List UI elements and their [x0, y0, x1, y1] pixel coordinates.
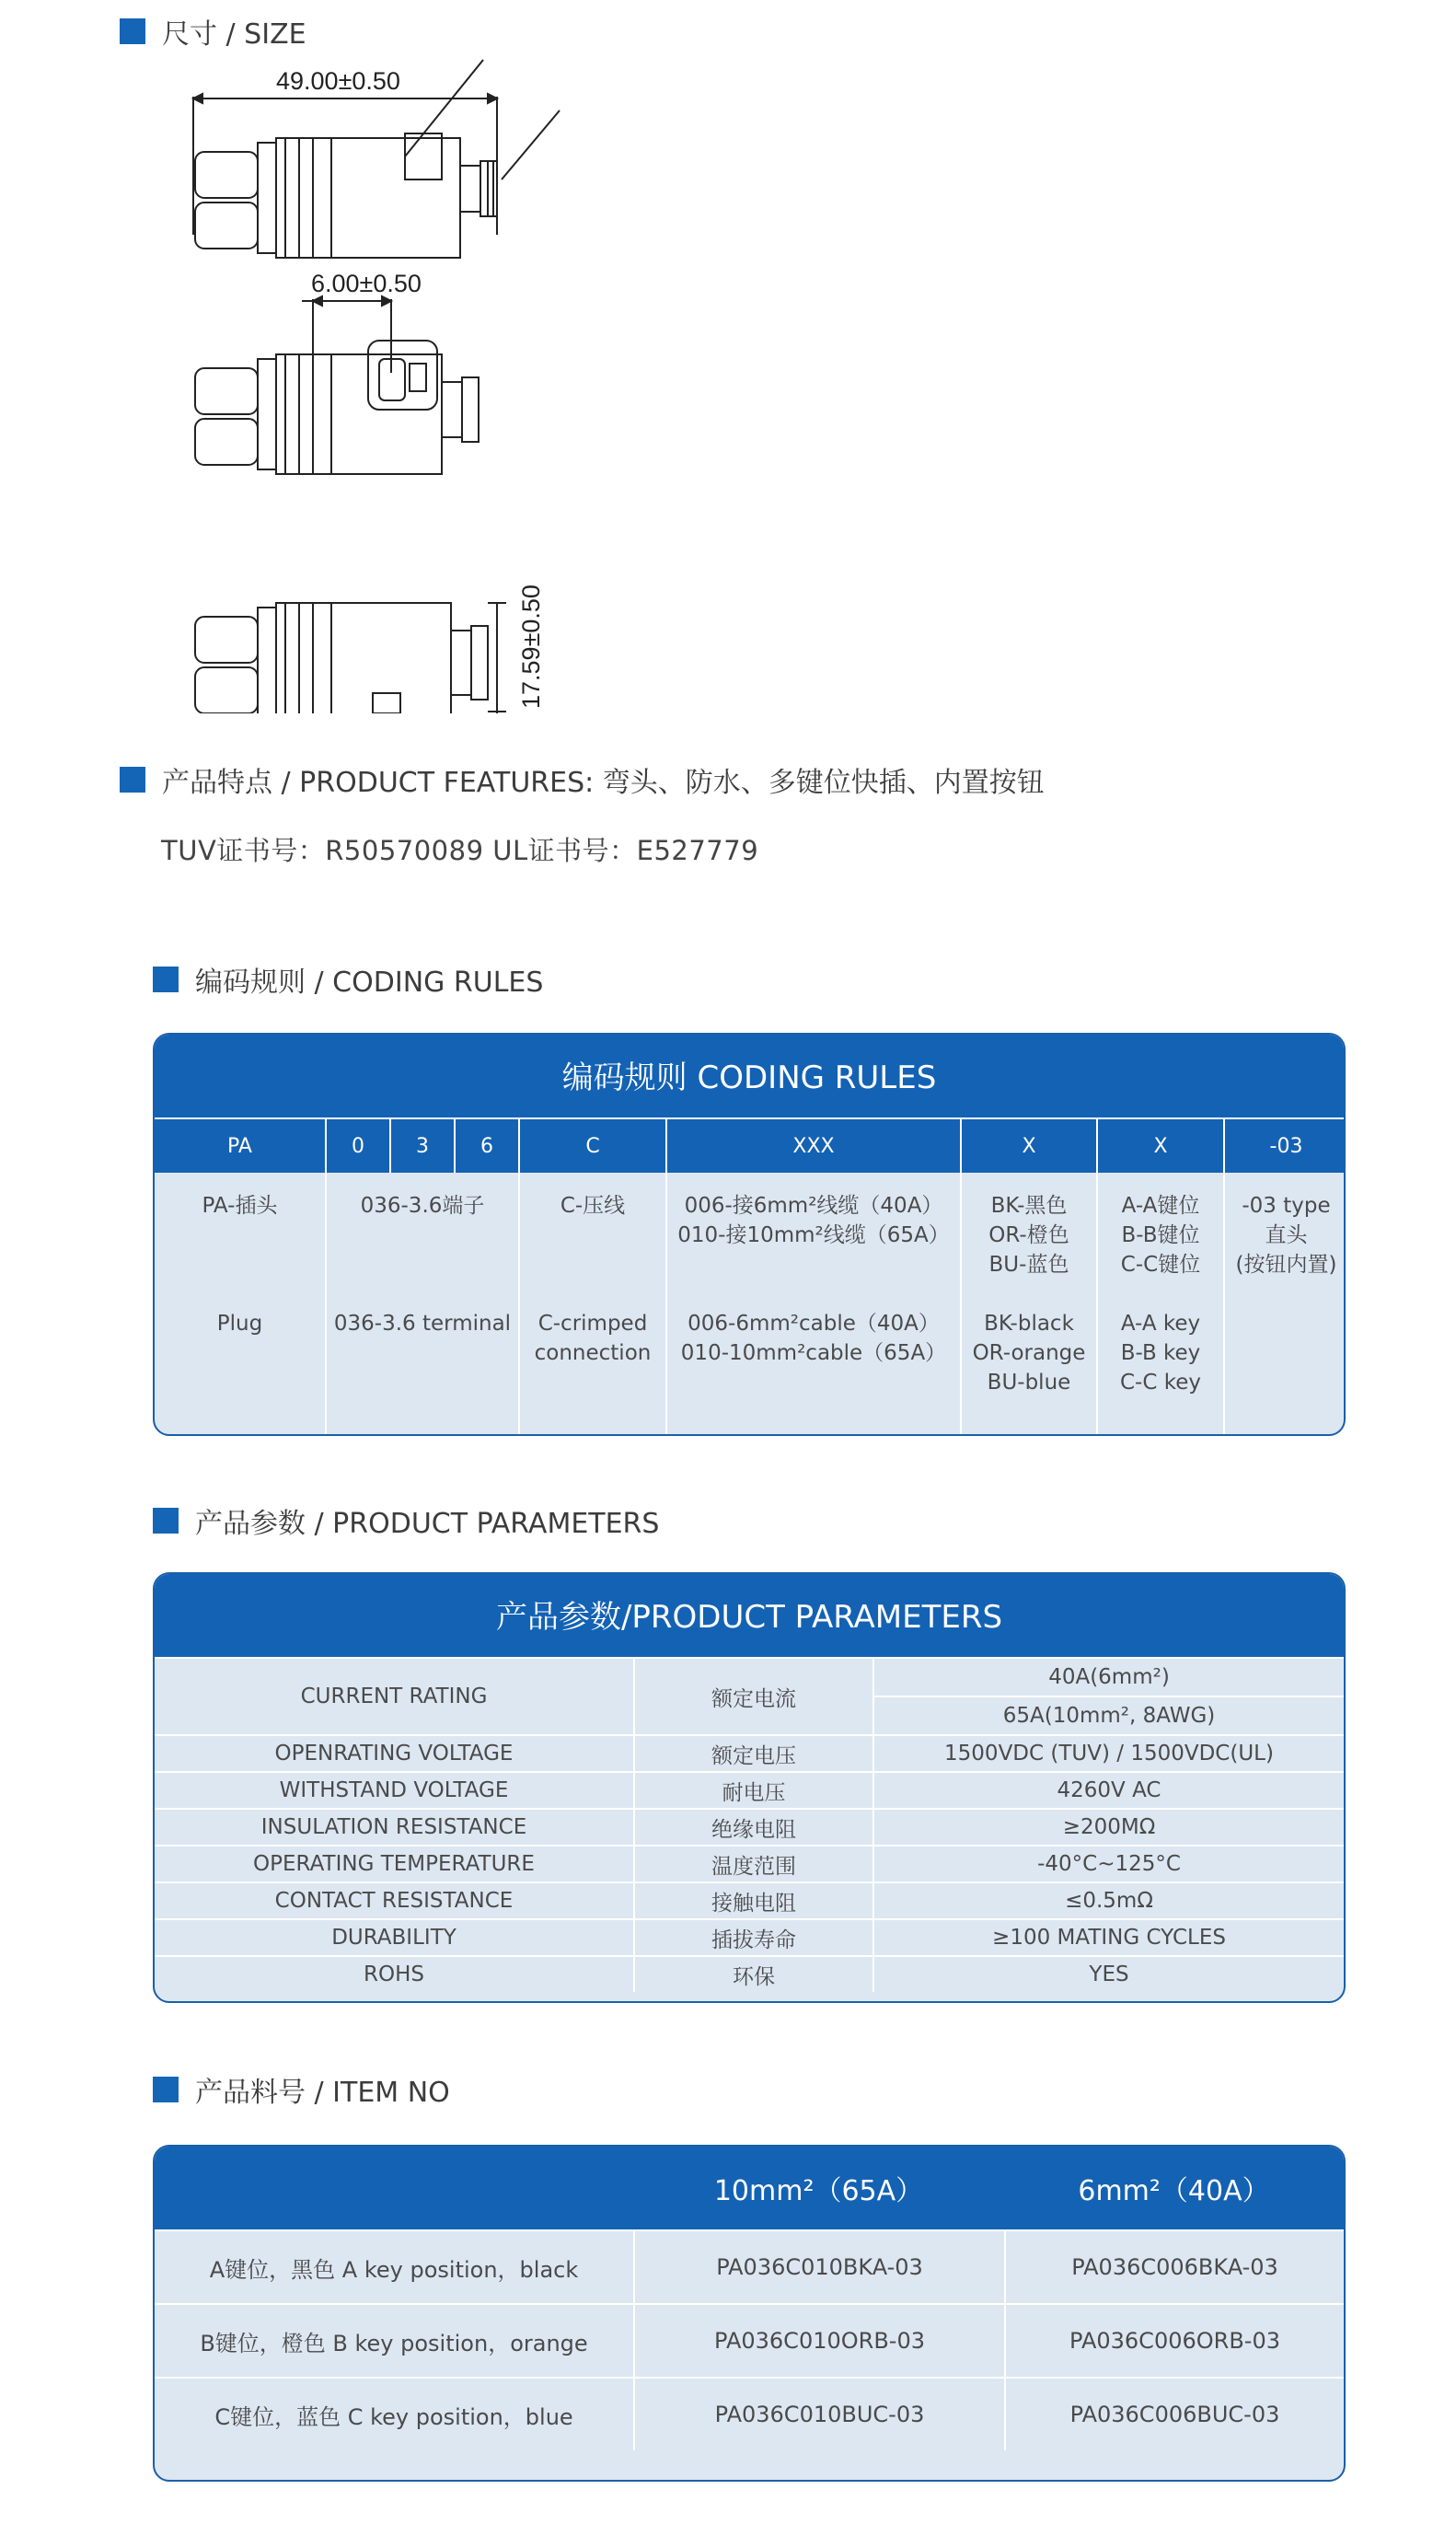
param-row [155, 1881, 1344, 1918]
param-rows [155, 1734, 1344, 1992]
coding-table-title: 编码规则 CODING RULES [155, 1035, 1344, 1117]
param-cn: 额定电流 [633, 1657, 872, 1734]
param-value: 4260V AC [872, 1771, 1344, 1808]
param-row [155, 1808, 1344, 1845]
coding-en-text: 036-3.6 terminal [333, 1312, 512, 1336]
param-row [155, 1918, 1344, 1955]
coding-header-6: 6 [454, 1119, 518, 1173]
dim-height-label: 17.59±0.50 [517, 585, 545, 709]
item-header-10mm: 10mm²（65A） [713, 2175, 924, 2207]
dim-length-label: 49.00±0.50 [276, 67, 400, 95]
item-row [155, 2377, 1344, 2450]
param-value: YES [872, 1955, 1344, 1992]
param-cn: 耐电压 [633, 1771, 872, 1808]
param-value: 1500VDC (TUV) / 1500VDC(UL) [872, 1734, 1344, 1771]
coding-col-color [960, 1173, 1096, 1436]
coding-en-text: BU-blue [987, 1371, 1071, 1395]
param-cn: 额定电压 [633, 1734, 872, 1771]
item-label: C键位，蓝色 C key position，blue [155, 2377, 633, 2450]
section-title-text: 产品特点 / PRODUCT FEATURES: 弯头、防水、多键位快插、内置按钮 [162, 767, 1045, 799]
param-value: 40A(6mm²) [872, 1657, 1344, 1696]
coding-cn-text: OR-橙色 [988, 1223, 1069, 1247]
coding-en-text: Plug [216, 1312, 263, 1336]
section-title-features [120, 759, 1045, 800]
dimension-drawing [184, 51, 607, 713]
param-en: OPERATING TEMPERATURE [155, 1845, 633, 1881]
param-en: ROHS [155, 1955, 633, 1992]
coding-cn-text: C-压线 [560, 1194, 626, 1218]
coding-cn-text: BK-黑色 [990, 1194, 1068, 1218]
coding-cn-text: -03 type [1242, 1194, 1331, 1218]
param-en: OPENRATING VOLTAGE [155, 1734, 633, 1771]
section-title-coding [153, 959, 543, 1000]
param-value: ≥200MΩ [872, 1808, 1344, 1845]
coding-col-crimp [518, 1173, 665, 1436]
coding-col-terminal [325, 1173, 518, 1436]
item-number-table [153, 2145, 1346, 2482]
coding-cn-text: 006-接6mm²线缆（40A） [684, 1194, 943, 1218]
param-cn: 环保 [633, 1955, 872, 1992]
coding-en-text: BK-black [984, 1312, 1074, 1336]
coding-cn-text: A-A键位 [1121, 1194, 1200, 1218]
item-part-number: PA036C010BKA-03 [633, 2229, 1004, 2303]
coding-en-text: A-A key [1120, 1312, 1201, 1336]
coding-header-c: C [518, 1119, 665, 1173]
coding-col-key [1096, 1173, 1223, 1436]
coding-en-text: OR-orange [972, 1341, 1086, 1365]
coding-cn-text: B-B键位 [1121, 1223, 1200, 1247]
param-row [155, 1771, 1344, 1808]
coding-header-x1: X [960, 1119, 1096, 1173]
item-label: A键位，黑色 A key position，black [155, 2229, 633, 2303]
section-title-text: 产品参数 / PRODUCT PARAMETERS [195, 1508, 660, 1540]
coding-header-03: -03 [1223, 1119, 1346, 1173]
coding-header-pa: PA [155, 1119, 325, 1173]
item-row [155, 2229, 1344, 2303]
param-cn: 接触电阻 [633, 1881, 872, 1918]
param-en: WITHSTAND VOLTAGE [155, 1771, 633, 1808]
coding-en-text: 006-6mm²cable（40A） [688, 1312, 940, 1336]
param-row [155, 1845, 1344, 1881]
coding-en-text: C-crimped [537, 1312, 648, 1336]
section-title-text: 编码规则 / CODING RULES [195, 967, 544, 999]
coding-en-text: 010-10mm²cable（65A） [680, 1341, 947, 1365]
coding-col-cable [665, 1173, 960, 1436]
item-row [155, 2303, 1344, 2377]
param-cn: 绝缘电阻 [633, 1808, 872, 1845]
section-marker-icon [120, 18, 145, 44]
param-row [155, 1734, 1344, 1771]
section-title-size [120, 11, 306, 52]
coding-cn-text: BU-蓝色 [988, 1253, 1069, 1277]
section-title-text: 尺寸 / SIZE [162, 18, 306, 51]
certificate-numbers: TUV证书号：R50570089 UL证书号：E527779 [161, 835, 759, 866]
coding-en-text: C-C key [1120, 1371, 1201, 1395]
section-marker-icon [153, 2077, 179, 2102]
param-value: 65A(10mm², 8AWG) [872, 1696, 1344, 1734]
item-header-blank [155, 2147, 633, 2229]
param-row [155, 1955, 1344, 1992]
item-part-number: PA036C006BUC-03 [1004, 2377, 1344, 2450]
params-table-title: 产品参数/PRODUCT PARAMETERS [155, 1574, 1344, 1657]
coding-cn-text: 直头 [1265, 1223, 1308, 1247]
section-title-item [153, 2069, 450, 2110]
item-part-number: PA036C006ORB-03 [1004, 2303, 1344, 2377]
coding-en-text: B-B key [1120, 1341, 1201, 1365]
item-label: B键位，橙色 B key position，orange [155, 2303, 633, 2377]
section-title-params [153, 1500, 659, 1541]
coding-header-x2: X [1096, 1119, 1223, 1173]
coding-cn-text: 036-3.6端子 [360, 1194, 485, 1218]
coding-cn-text: C-C键位 [1120, 1253, 1201, 1277]
item-part-number: PA036C010ORB-03 [633, 2303, 1004, 2377]
item-rows [155, 2229, 1344, 2450]
param-value: ≤0.5mΩ [872, 1881, 1344, 1918]
item-header-6mm: 6mm²（40A） [1078, 2175, 1270, 2207]
param-en: CONTACT RESISTANCE [155, 1881, 633, 1918]
coding-header-xxx: XXX [665, 1119, 960, 1173]
param-value: -40°C~125°C [872, 1845, 1344, 1881]
coding-cn-text: (按钮内置) [1235, 1253, 1337, 1277]
dim-offset-label: 6.00±0.50 [311, 270, 422, 297]
section-marker-icon [120, 767, 145, 793]
param-cn: 插拔寿命 [633, 1918, 872, 1955]
coding-col-plug [155, 1173, 325, 1436]
param-cn: 温度范围 [633, 1845, 872, 1881]
section-marker-icon [153, 1508, 179, 1534]
param-en: INSULATION RESISTANCE [155, 1808, 633, 1845]
coding-header-0: 0 [325, 1119, 389, 1173]
param-en: CURRENT RATING [155, 1657, 633, 1734]
coding-header-3: 3 [389, 1119, 454, 1173]
coding-cn-text: PA-插头 [202, 1194, 278, 1218]
coding-col-type [1223, 1173, 1346, 1436]
item-part-number: PA036C006BKA-03 [1004, 2229, 1344, 2303]
parameters-table [153, 1572, 1346, 2003]
section-title-text: 产品料号 / ITEM NO [195, 2077, 450, 2109]
param-value: ≥100 MATING CYCLES [872, 1918, 1344, 1955]
coding-en-text: connection [534, 1341, 652, 1365]
coding-cn-text: 010-接10mm²线缆（65A） [677, 1223, 950, 1247]
coding-rules-table [153, 1033, 1346, 1436]
item-part-number: PA036C010BUC-03 [633, 2377, 1004, 2450]
section-marker-icon [153, 967, 179, 992]
param-en: DURABILITY [155, 1918, 633, 1955]
